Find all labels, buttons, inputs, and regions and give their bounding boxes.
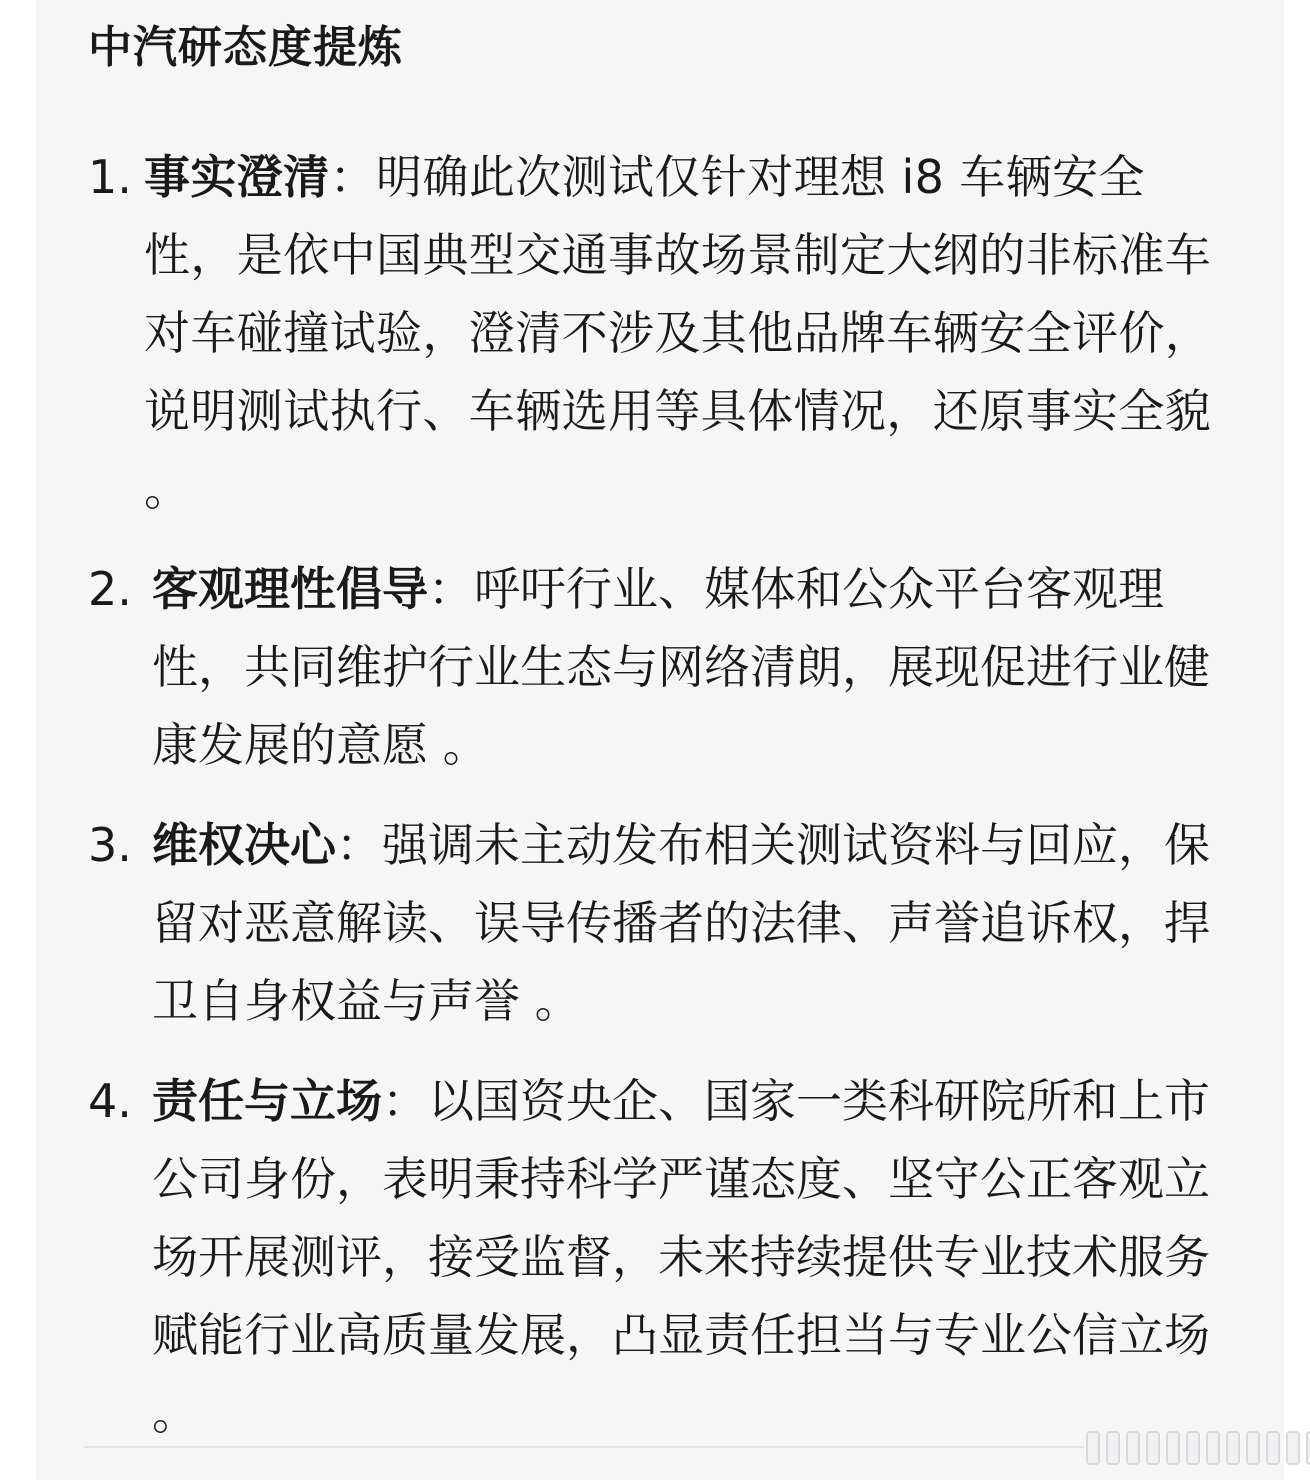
scroll-thumb xyxy=(1246,1431,1260,1465)
item-heading: 维权决心 xyxy=(152,818,336,872)
scroll-thumb xyxy=(1306,1431,1310,1465)
summary-list xyxy=(88,138,1218,1474)
scroll-thumb xyxy=(1166,1431,1180,1465)
item-text xyxy=(152,1074,1210,1440)
scroll-thumb xyxy=(1186,1431,1200,1465)
divider xyxy=(84,1446,1084,1448)
item-text xyxy=(152,562,1210,772)
scroll-thumb xyxy=(1286,1431,1300,1465)
scroll-thumb xyxy=(1106,1431,1120,1465)
item-heading: 客观理性倡导 xyxy=(152,562,428,616)
item-body: 以国资央企、国家一类科研院所和上市公司身份，表明秉持科学严谨态度、坚守公正客观立场开展测评，接受监督，未来持续提供专业技术服务赋能行业高质量发展，凸显责任担当与专业公信立场 。 xyxy=(152,1074,1210,1440)
item-number: 4. xyxy=(88,1074,132,1128)
item-number: 1. xyxy=(88,150,132,204)
list-item xyxy=(88,138,1218,528)
item-separator: ： xyxy=(428,562,474,616)
scroll-thumb xyxy=(1266,1431,1280,1465)
item-number: 2. xyxy=(88,562,132,616)
item-body: 强调未主动发布相关测试资料与回应，保留对恶意解读、误导传播者的法律、声誉追诉权，捍卫自身权益与声誉 。 xyxy=(152,818,1210,1028)
item-heading: 事实澄清 xyxy=(144,150,330,204)
item-body: 明确此次测试仅针对理想 i8 车辆安全性，是依中国典型交通事故场景制定大纲的非标准车对车碰撞试验，澄清不涉及其他品牌车辆安全评价，说明测试执行、车辆选用等具体情况，还原事实全貌 。 xyxy=(144,150,1212,516)
list-item xyxy=(88,1062,1218,1452)
scroll-thumb xyxy=(1086,1431,1100,1465)
scroll-thumb xyxy=(1146,1431,1160,1465)
item-number: 3. xyxy=(88,818,132,872)
item-separator: ： xyxy=(382,1074,428,1128)
horizontal-scroll-indicator[interactable] xyxy=(1086,1431,1310,1465)
document-title: 中汽研态度提炼 xyxy=(88,22,403,73)
item-body: 呼吁行业、媒体和公众平台客观理性，共同维护行业生态与网络清朗，展现促进行业健康发展的意愿 。 xyxy=(152,562,1210,772)
document-card xyxy=(36,0,1284,1480)
item-separator: ： xyxy=(336,818,382,872)
scroll-thumb xyxy=(1126,1431,1140,1465)
item-text xyxy=(144,150,1211,516)
scroll-thumb xyxy=(1206,1431,1220,1465)
item-text xyxy=(152,818,1210,1028)
list-item xyxy=(88,550,1218,784)
scroll-thumb xyxy=(1226,1431,1240,1465)
item-separator: ： xyxy=(329,150,377,204)
list-item xyxy=(88,806,1218,1040)
item-heading: 责任与立场 xyxy=(152,1074,382,1128)
